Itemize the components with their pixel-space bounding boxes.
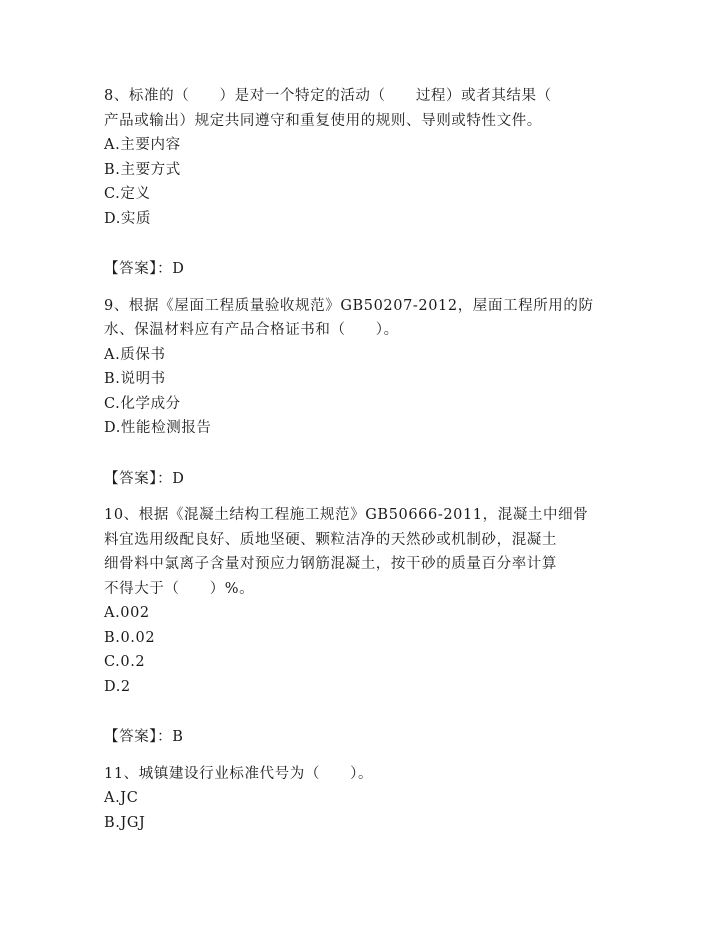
question-stem-line: 不得大于（ ）%。 [104, 580, 255, 597]
answer-line: 【答案】：B [104, 729, 184, 745]
option-d: D.实质 [104, 210, 152, 227]
answer-line: 【答案】：D [104, 261, 185, 277]
option-c: C.0.2 [104, 654, 146, 670]
question-stem-line: 产品或输出）规定共同遵守和重复使用的规则、导则或特性文件。 [104, 112, 542, 129]
option-d: D.性能检测报告 [104, 420, 212, 436]
answer-line: 【答案】：D [104, 470, 185, 487]
question-stem-line: 水、保温材料应有产品合格证书和（ ）。 [104, 322, 399, 338]
question-11 [104, 762, 624, 836]
option-c: C.化学成分 [104, 395, 181, 412]
option-a: A.002 [104, 605, 150, 621]
question-stem-line: 8、标准的（ ）是对一个特定的活动（ 过程）或者其结果（ [104, 88, 552, 104]
option-a: A.JC [104, 790, 139, 806]
question-stem-line: 11、城镇建设行业标准代号为（ ）。 [104, 765, 374, 782]
option-a: A.主要内容 [104, 137, 181, 153]
option-a: A.质保书 [104, 346, 166, 363]
option-b: B.主要方式 [104, 161, 181, 178]
question-stem-line: 9、根据《屋面工程质量验收规范》GB50207-2012，屋面工程所用的防 [104, 297, 594, 314]
question-stem-line: 10、根据《混凝土结构工程施工规范》GB50666-2011，混凝土中细骨 [104, 507, 589, 523]
question-stem-line: 料宜选用级配良好、质地坚硬、颗粒洁净的天然砂或机制砂，混凝土 [104, 531, 557, 548]
option-b: B.JGJ [104, 814, 146, 831]
option-d: D.2 [104, 678, 131, 695]
question-8 [104, 84, 624, 282]
question-10 [104, 503, 624, 750]
document-page [104, 84, 624, 835]
option-b: B.0.02 [104, 629, 156, 646]
question-stem-line: 细骨料中氯离子含量对预应力钢筋混凝土，按干砂的质量百分率计算 [104, 556, 557, 572]
option-c: C.定义 [104, 186, 151, 202]
question-9 [104, 294, 624, 492]
option-b: B.说明书 [104, 371, 166, 387]
